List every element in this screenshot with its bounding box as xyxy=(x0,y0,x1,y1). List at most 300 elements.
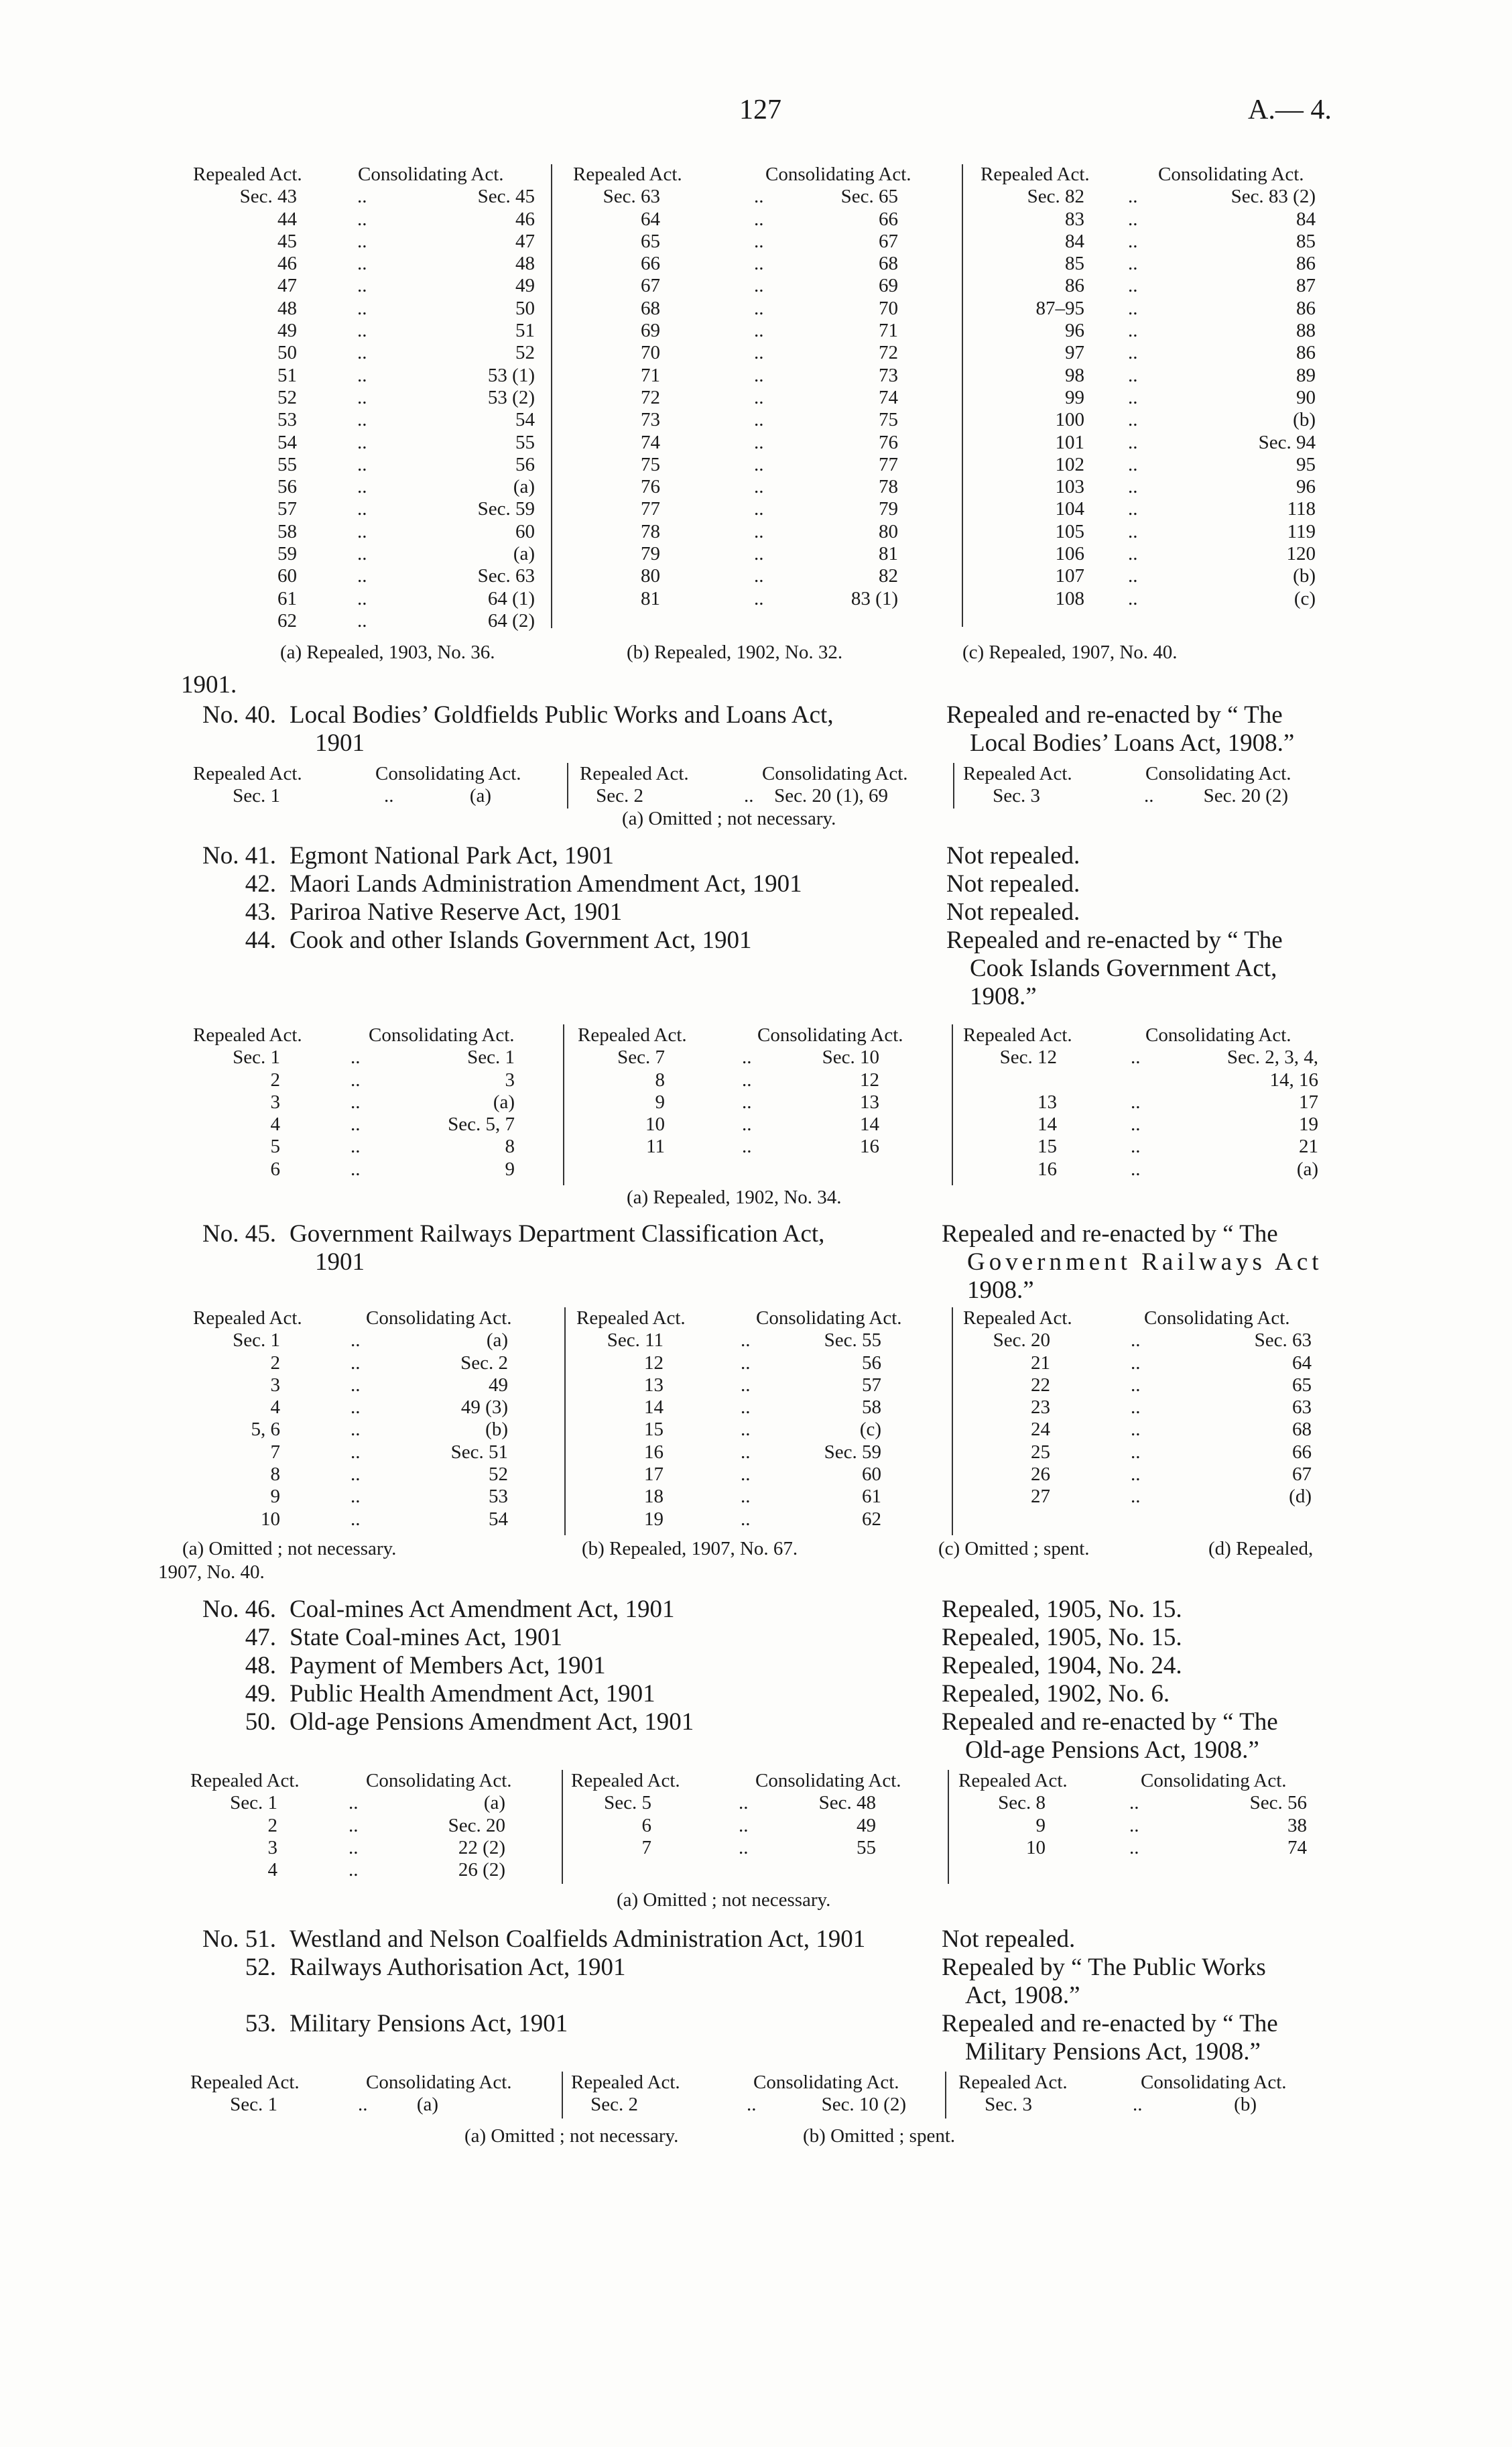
header-repealed: Repealed Act. xyxy=(193,1307,302,1329)
footnote-a: (a) Omitted ; not necessary. xyxy=(464,2125,679,2147)
repealed-section: 67 xyxy=(641,275,660,297)
leader-dots: .. xyxy=(1128,476,1138,498)
repealed-section: 99 xyxy=(1065,386,1084,408)
consolidating-section: 61 xyxy=(862,1486,881,1508)
act-title: Railways Authorisation Act, 1901 xyxy=(290,1954,626,1981)
repealed-section: 10 xyxy=(645,1114,665,1136)
repealed-section: 84 xyxy=(1065,230,1084,252)
act-number: No. 45. xyxy=(202,1220,276,1248)
table-row xyxy=(573,453,898,476)
table-row xyxy=(981,543,1316,565)
repealed-section: Sec. 3 xyxy=(993,785,1040,807)
repealed-section: 59 xyxy=(277,543,297,565)
table-row xyxy=(576,1441,881,1464)
act-status: Repealed, 1905, No. 15. xyxy=(942,1596,1182,1623)
repealed-section: Sec. 11 xyxy=(607,1329,664,1352)
table6-column-3 xyxy=(958,2072,1287,2116)
table-row xyxy=(580,785,888,807)
repealed-section: 25 xyxy=(1031,1441,1050,1463)
consolidating-section: (a) xyxy=(513,476,535,498)
header-repealed: Repealed Act. xyxy=(580,763,689,784)
consolidating-section: 73 xyxy=(879,364,898,386)
consolidating-section: Sec. 10 xyxy=(822,1047,879,1069)
header-consolidating: Consolidating Act. xyxy=(366,1770,512,1791)
leader-dots: .. xyxy=(754,275,764,297)
consolidating-section: 53 xyxy=(489,1486,508,1508)
repealed-section: 60 xyxy=(277,565,297,587)
act-number: No. 51. xyxy=(202,1925,276,1953)
footnote-d: (d) Repealed, xyxy=(1208,1538,1314,1559)
table6-column-3-body xyxy=(958,2094,1257,2116)
consolidating-section: 56 xyxy=(862,1352,881,1374)
leader-dots: .. xyxy=(1131,1352,1141,1374)
repealed-section: 45 xyxy=(277,230,297,252)
table-row xyxy=(193,320,535,342)
repealed-section: 102 xyxy=(1055,453,1084,475)
consolidating-section: 60 xyxy=(862,1464,881,1486)
header-consolidating: Consolidating Act. xyxy=(753,2072,899,2093)
act-number: 47. xyxy=(245,1624,276,1651)
table-row xyxy=(573,565,898,587)
header-repealed: Repealed Act. xyxy=(193,763,302,784)
leader-dots: .. xyxy=(351,1396,361,1419)
repealed-section: 69 xyxy=(641,320,660,342)
header-consolidating: Consolidating Act. xyxy=(1158,164,1304,185)
table-row xyxy=(573,476,898,498)
consolidating-section: 70 xyxy=(879,297,898,319)
act-list-46-50 xyxy=(0,1596,1512,1763)
table2-column-3 xyxy=(963,763,1292,808)
footnote-a: (a) Repealed, 1902, No. 34. xyxy=(627,1187,842,1208)
table-row xyxy=(981,386,1316,409)
leader-dots: .. xyxy=(1128,587,1138,609)
repealed-section: 85 xyxy=(1065,253,1084,275)
consolidating-section: 38 xyxy=(1287,1814,1307,1836)
repealed-section: 44 xyxy=(277,208,297,230)
consolidating-section: Sec. 20 xyxy=(448,1814,505,1836)
leader-dots: .. xyxy=(357,453,367,475)
table-row xyxy=(193,431,535,454)
table-row xyxy=(193,1069,515,1091)
consolidating-section: 77 xyxy=(879,453,898,475)
repealed-section: 105 xyxy=(1055,520,1084,542)
leader-dots: .. xyxy=(1131,1047,1141,1069)
act-status: Repealed and re-enacted by “ The xyxy=(942,2010,1278,2037)
repealed-section: Sec. 82 xyxy=(1027,186,1084,208)
leader-dots: .. xyxy=(742,1136,752,1158)
consolidating-section: (a) xyxy=(493,1091,515,1113)
consolidating-section: 64 (2) xyxy=(487,609,535,632)
act-title: State Coal-mines Act, 1901 xyxy=(290,1624,562,1651)
leader-dots: .. xyxy=(351,1069,361,1091)
act-status: Repealed and re-enacted by “ The xyxy=(942,1220,1278,1248)
table-row xyxy=(573,498,898,520)
table-row xyxy=(576,1419,881,1441)
table1-column-1-body xyxy=(193,186,535,632)
table-row xyxy=(193,1158,515,1181)
table4-column-1 xyxy=(193,1307,512,1531)
consolidating-section: 54 xyxy=(489,1508,508,1530)
header-repealed: Repealed Act. xyxy=(963,763,1072,784)
leader-dots: .. xyxy=(742,1114,752,1136)
act-number: No. 40. xyxy=(202,701,276,729)
table5-column-1-body xyxy=(190,1792,505,1881)
leader-dots: .. xyxy=(349,1836,359,1858)
repealed-section: Sec. 2 xyxy=(596,785,643,807)
consolidating-section: 53 (2) xyxy=(487,386,535,408)
leader-dots: .. xyxy=(741,1441,751,1463)
consolidating-section: 55 xyxy=(515,431,535,453)
act-status: Not repealed. xyxy=(946,842,1080,870)
act-status: Not repealed. xyxy=(942,1925,1076,1953)
repealed-section: 74 xyxy=(641,431,660,453)
leader-dots: .. xyxy=(357,498,367,520)
leader-dots: .. xyxy=(747,2094,757,2116)
consolidating-section: 67 xyxy=(1292,1464,1312,1486)
column-divider xyxy=(952,1024,953,1185)
consolidating-section: 58 xyxy=(862,1396,881,1419)
repealed-section: Sec. 20 xyxy=(993,1329,1050,1352)
leader-dots: .. xyxy=(351,1441,361,1463)
consolidating-section: (a) xyxy=(469,785,491,807)
act-entry xyxy=(0,1680,1512,1708)
repealed-section: 68 xyxy=(641,297,660,319)
footnote-c: (c) Omitted ; spent. xyxy=(938,1538,1090,1559)
table-row xyxy=(981,498,1316,520)
table5-column-3 xyxy=(958,1770,1307,1859)
table2-column-3-body xyxy=(963,785,1288,807)
repealed-section: 14 xyxy=(1037,1114,1057,1136)
leader-dots: .. xyxy=(744,785,754,807)
repealed-section: 15 xyxy=(644,1419,664,1441)
header-repealed: Repealed Act. xyxy=(571,1770,680,1791)
repealed-section: 13 xyxy=(1037,1091,1057,1113)
leader-dots: .. xyxy=(1129,1792,1139,1814)
table5-column-1 xyxy=(190,1770,512,1881)
column-divider xyxy=(564,1307,566,1535)
act-status: Repealed, 1905, No. 15. xyxy=(942,1624,1182,1651)
document-reference: A.— 4. xyxy=(1248,95,1332,125)
repealed-section: 9 xyxy=(1035,1814,1046,1836)
act-title-cont: 1901 xyxy=(315,729,365,757)
repealed-section: 12 xyxy=(644,1352,664,1374)
table-row xyxy=(193,297,535,320)
table-row xyxy=(963,1396,1312,1419)
table-row xyxy=(193,275,535,297)
table-row xyxy=(981,297,1316,320)
header-repealed: Repealed Act. xyxy=(193,1024,302,1046)
leader-dots: .. xyxy=(741,1419,751,1441)
header-consolidating: Consolidating Act. xyxy=(765,164,911,185)
leader-dots: .. xyxy=(1131,1396,1141,1419)
act-status: Repealed and re-enacted by “ The xyxy=(946,701,1283,729)
leader-dots: .. xyxy=(1128,208,1138,230)
repealed-section: 3 xyxy=(270,1374,280,1396)
column-divider xyxy=(562,1770,563,1884)
act-title: Maori Lands Administration Amendment Act, 1901 xyxy=(290,870,802,898)
table-row xyxy=(981,342,1316,364)
repealed-section: 7 xyxy=(641,1836,651,1858)
consolidating-section: (a) xyxy=(486,1329,508,1352)
consolidating-section: 62 xyxy=(862,1508,881,1530)
consolidating-section: 50 xyxy=(515,297,535,319)
repealed-section: 106 xyxy=(1055,543,1084,565)
consolidating-section: 63 xyxy=(1292,1396,1312,1419)
leader-dots: .. xyxy=(742,1091,752,1113)
table-row xyxy=(573,253,898,275)
consolidating-section: 48 xyxy=(515,253,535,275)
table-row xyxy=(190,1859,505,1881)
leader-dots: .. xyxy=(1144,785,1154,807)
consolidating-section: 68 xyxy=(879,253,898,275)
table-row xyxy=(576,1486,881,1508)
header-repealed: Repealed Act. xyxy=(578,1024,687,1046)
table6-column-2-body xyxy=(571,2094,906,2116)
repealed-section: 55 xyxy=(277,453,297,475)
leader-dots: .. xyxy=(357,208,367,230)
repealed-section: 100 xyxy=(1055,409,1084,431)
header-consolidating: Consolidating Act. xyxy=(1145,1024,1292,1046)
consolidating-section: 49 xyxy=(857,1814,876,1836)
leader-dots: .. xyxy=(754,230,764,252)
consolidating-section: 14 xyxy=(860,1114,879,1136)
consolidating-section: 14, 16 xyxy=(1269,1069,1318,1091)
repealed-section: 83 xyxy=(1065,208,1084,230)
act-number: 49. xyxy=(245,1680,276,1708)
consolidating-section: 74 xyxy=(1287,1836,1307,1858)
repealed-section: 101 xyxy=(1055,431,1084,453)
column-divider xyxy=(563,1024,564,1185)
leader-dots: .. xyxy=(741,1486,751,1508)
repealed-section: 79 xyxy=(641,543,660,565)
table-row xyxy=(193,543,535,565)
table-row xyxy=(981,208,1316,231)
act-number: 43. xyxy=(245,898,276,926)
leader-dots: .. xyxy=(351,1047,361,1069)
table-row xyxy=(190,2094,438,2116)
repealed-section: Sec. 5 xyxy=(604,1792,651,1814)
leader-dots: .. xyxy=(1128,320,1138,342)
leader-dots: .. xyxy=(357,431,367,453)
act-status: Repealed by “ The Public Works xyxy=(942,1954,1266,1981)
leader-dots: .. xyxy=(1131,1374,1141,1396)
leader-dots: .. xyxy=(741,1374,751,1396)
table3-column-1 xyxy=(193,1024,515,1181)
header-consolidating: Consolidating Act. xyxy=(1144,1307,1290,1329)
leader-dots: .. xyxy=(754,476,764,498)
act-entry xyxy=(0,927,1512,955)
leader-dots: .. xyxy=(357,253,367,275)
table4-column-2 xyxy=(576,1307,902,1531)
act-title-cont: 1901 xyxy=(315,1248,365,1276)
consolidating-section: 13 xyxy=(860,1091,879,1113)
table-row xyxy=(193,520,535,543)
repealed-section: 26 xyxy=(1031,1464,1050,1486)
leader-dots: .. xyxy=(357,386,367,408)
repealed-section: 65 xyxy=(641,230,660,252)
table1-column-3-body xyxy=(981,186,1316,610)
repealed-section: 71 xyxy=(641,364,660,386)
consolidating-section: 80 xyxy=(879,520,898,542)
act-entry xyxy=(0,898,1512,927)
repealed-section: 104 xyxy=(1055,498,1084,520)
table-row xyxy=(571,1792,876,1814)
footnote-a: (a) Omitted ; not necessary. xyxy=(182,1538,397,1559)
consolidating-section: Sec. 20 (2) xyxy=(1203,785,1288,807)
header-repealed: Repealed Act. xyxy=(190,1770,300,1791)
table-row xyxy=(193,1352,508,1374)
column-divider xyxy=(952,1307,953,1535)
leader-dots: .. xyxy=(351,1419,361,1441)
repealed-section: 10 xyxy=(1026,1836,1046,1858)
repealed-section: Sec. 1 xyxy=(230,2094,277,2116)
consolidating-section: 82 xyxy=(879,565,898,587)
leader-dots: .. xyxy=(1128,565,1138,587)
repealed-section: 98 xyxy=(1065,364,1084,386)
header-repealed: Repealed Act. xyxy=(981,164,1090,185)
header-consolidating: Consolidating Act. xyxy=(1141,2072,1287,2093)
consolidating-section: 86 xyxy=(1296,297,1316,319)
repealed-section: 46 xyxy=(277,253,297,275)
leader-dots: .. xyxy=(754,587,764,609)
footnote-a: (a) Omitted ; not necessary. xyxy=(617,1889,831,1911)
table-row xyxy=(193,1419,508,1441)
repealed-section: 47 xyxy=(277,275,297,297)
repealed-section: 4 xyxy=(270,1114,280,1136)
column-divider xyxy=(567,763,568,809)
act-number: 52. xyxy=(245,1954,276,1981)
leader-dots: .. xyxy=(384,785,394,807)
repealed-section: 4 xyxy=(270,1396,280,1419)
leader-dots: .. xyxy=(754,342,764,364)
consolidating-section: 49 xyxy=(515,275,535,297)
table-row xyxy=(981,409,1316,431)
consolidating-section: 83 (1) xyxy=(850,587,898,609)
leader-dots: .. xyxy=(1128,253,1138,275)
consolidating-section: (d) xyxy=(1289,1486,1312,1508)
repealed-section: 96 xyxy=(1065,320,1084,342)
table-row xyxy=(981,453,1316,476)
act-number: 50. xyxy=(245,1708,276,1736)
repealed-section: 54 xyxy=(277,431,297,453)
leader-dots: .. xyxy=(1131,1486,1141,1508)
table-row xyxy=(576,1352,881,1374)
leader-dots: .. xyxy=(349,1859,359,1881)
leader-dots: .. xyxy=(357,297,367,319)
year-heading: 1901. xyxy=(181,671,237,699)
header-consolidating: Consolidating Act. xyxy=(375,763,521,784)
repealed-section: 8 xyxy=(655,1069,665,1091)
act-title: Westland and Nelson Coalfields Administration Act, 1901 xyxy=(290,1925,866,1953)
table1-column-3 xyxy=(981,164,1316,610)
page-number: 127 xyxy=(739,95,781,125)
consolidating-section: 66 xyxy=(879,208,898,230)
act-entry xyxy=(0,1954,1512,1982)
leader-dots: .. xyxy=(1131,1136,1141,1158)
leader-dots: .. xyxy=(1128,409,1138,431)
leader-dots: .. xyxy=(351,1329,361,1352)
leader-dots: .. xyxy=(351,1486,361,1508)
table-row xyxy=(193,1508,508,1531)
leader-dots: .. xyxy=(357,476,367,498)
repealed-section: 77 xyxy=(641,498,660,520)
table3-column-1-body xyxy=(193,1047,515,1181)
repealed-section: Sec. 3 xyxy=(985,2094,1032,2116)
consolidating-section: Sec. 20 (1), 69 xyxy=(774,785,888,807)
leader-dots: .. xyxy=(1129,1836,1139,1858)
consolidating-section: 75 xyxy=(879,409,898,431)
table-row xyxy=(963,1158,1318,1181)
leader-dots: .. xyxy=(1128,275,1138,297)
leader-dots: .. xyxy=(754,409,764,431)
table-row xyxy=(958,2094,1257,2116)
header-consolidating: Consolidating Act. xyxy=(1145,763,1292,784)
consolidating-section: 55 xyxy=(857,1836,876,1858)
table-row xyxy=(193,1374,508,1396)
consolidating-section: 52 xyxy=(489,1464,508,1486)
repealed-section: 6 xyxy=(641,1814,651,1836)
table4-column-3 xyxy=(963,1307,1312,1508)
consolidating-section: 64 (1) xyxy=(487,587,535,609)
table-row xyxy=(573,297,898,320)
leader-dots: .. xyxy=(351,1114,361,1136)
table-row xyxy=(193,1091,515,1114)
repealed-section: 57 xyxy=(277,498,297,520)
table-row xyxy=(981,230,1316,253)
repealed-section: 19 xyxy=(644,1508,664,1530)
header-consolidating: Consolidating Act. xyxy=(369,1024,515,1046)
repealed-section: 22 xyxy=(1031,1374,1050,1396)
table-row xyxy=(193,342,535,364)
leader-dots: .. xyxy=(754,386,764,408)
repealed-section: Sec. 1 xyxy=(233,1047,280,1069)
act-number: 44. xyxy=(245,927,276,954)
table-row xyxy=(193,1114,515,1136)
table3-column-3 xyxy=(963,1024,1318,1181)
repealed-section: 56 xyxy=(277,476,297,498)
table-row xyxy=(573,230,898,253)
leader-dots: .. xyxy=(349,1814,359,1836)
table4-column-1-body xyxy=(193,1329,508,1531)
consolidating-section: Sec. 1 xyxy=(467,1047,515,1069)
table-row xyxy=(981,275,1316,297)
table-row xyxy=(958,1792,1307,1814)
table-row xyxy=(578,1136,879,1158)
table-row xyxy=(578,1091,879,1114)
leader-dots: .. xyxy=(754,364,764,386)
consolidating-section: 47 xyxy=(515,230,535,252)
table-row xyxy=(963,1136,1318,1158)
leader-dots: .. xyxy=(754,297,764,319)
consolidating-section: Sec. 2 xyxy=(460,1352,508,1374)
column-divider xyxy=(962,164,963,627)
consolidating-section: Sec. 48 xyxy=(818,1792,876,1814)
consolidating-section: 22 (2) xyxy=(458,1836,505,1858)
table-row xyxy=(573,409,898,431)
table-row xyxy=(573,587,898,610)
table4-column-2-body xyxy=(576,1329,881,1531)
repealed-section: 9 xyxy=(655,1091,665,1113)
repealed-section: 4 xyxy=(267,1859,277,1881)
header-consolidating: Consolidating Act. xyxy=(1141,1770,1287,1791)
table-row xyxy=(193,253,535,275)
act-status-cont: Act, 1908.” xyxy=(965,1982,1080,2009)
table-row xyxy=(193,364,535,387)
table-row xyxy=(573,386,898,409)
consolidating-section: 54 xyxy=(515,409,535,431)
consolidating-section: Sec. 56 xyxy=(1249,1792,1307,1814)
consolidating-section: 69 xyxy=(879,275,898,297)
